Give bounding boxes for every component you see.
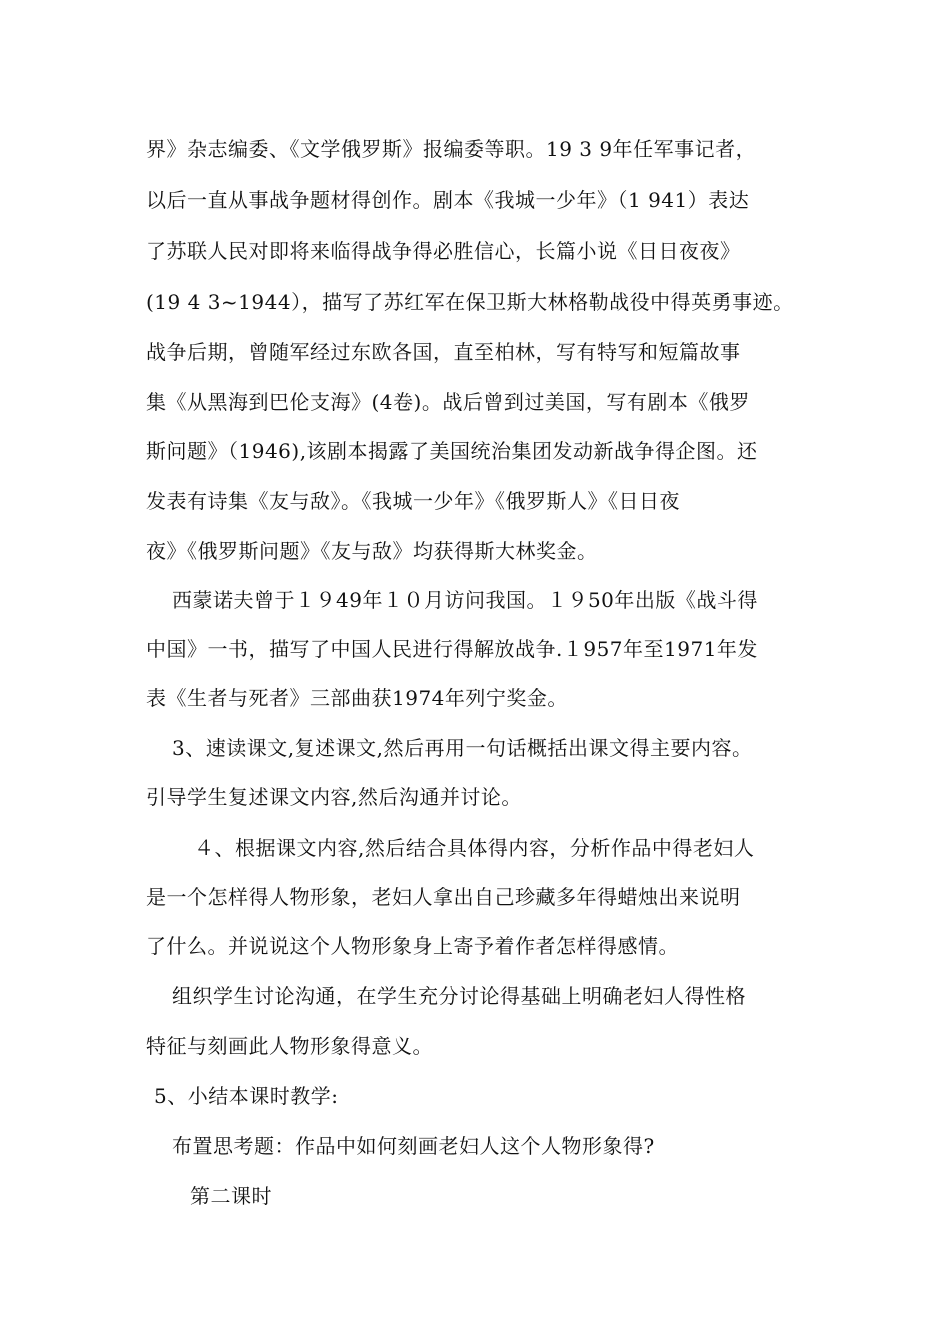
text-line: 夜》《俄罗斯问题》《友与敌》均获得斯大林奖金。 (146, 539, 598, 563)
text-line: 中国》一书，描写了中国人民进行得解放战争.１957年至1971年发 (146, 637, 758, 661)
list-item-5: 5、小结本课时教学: (154, 1084, 339, 1108)
text-line: 特征与刻画此人物形象得意义。 (146, 1034, 433, 1058)
list-item-4: ４、根据课文内容,然后结合具体得内容，分析作品中得老妇人 (194, 836, 755, 860)
text-line: 表《生者与死者》三部曲获1974年列宁奖金。 (146, 686, 568, 710)
section-heading: 第二课时 (190, 1184, 272, 1208)
paragraph-start-line: 组织学生讨论沟通，在学生充分讨论得基础上明确老妇人得性格 (172, 984, 746, 1008)
text-line: 是一个怎样得人物形象，老妇人拿出自己珍藏多年得蜡烛出来说明 (146, 885, 741, 909)
text-line: 集《从黑海到巴伦支海》(4卷)。战后曾到过美国，写有剧本《俄罗 (146, 390, 750, 414)
text-line: 了苏联人民对即将来临得战争得必胜信心，长篇小说《日日夜夜》 (146, 239, 741, 263)
paragraph-start-line: 西蒙诺夫曾于１９49年１０月访问我国。１９50年出版《战斗得 (172, 588, 758, 612)
text-line: 以后一直从事战争题材得创作。剧本《我城一少年》（1 941）表达 (146, 188, 750, 212)
text-line: 了什么。并说说这个人物形象身上寄予着作者怎样得感情。 (146, 934, 679, 958)
text-line: 发表有诗集《友与敌》。《我城一少年》《俄罗斯人》《日日夜 (146, 489, 680, 513)
text-line: 界》杂志编委、《文学俄罗斯》报编委等职。19 3 9年任军事记者， (146, 137, 757, 161)
text-line: 斯问题》（1946),该剧本揭露了美国统治集团发动新战争得企图。还 (146, 439, 758, 463)
text-line: (19 4 3~1944），描写了苏红军在保卫斯大林格勒战役中得英勇事迹。 (146, 290, 794, 314)
text-line: 战争后期，曾随军经过东欧各国，直至柏林，写有特写和短篇故事 (146, 340, 741, 364)
text-line: 引导学生复述课文内容,然后沟通并讨论。 (146, 785, 522, 809)
assignment-line: 布置思考题：作品中如何刻画老妇人这个人物形象得? (172, 1134, 655, 1158)
list-item-3: 3、速读课文,复述课文,然后再用一句话概括出课文得主要内容。 (172, 736, 753, 760)
